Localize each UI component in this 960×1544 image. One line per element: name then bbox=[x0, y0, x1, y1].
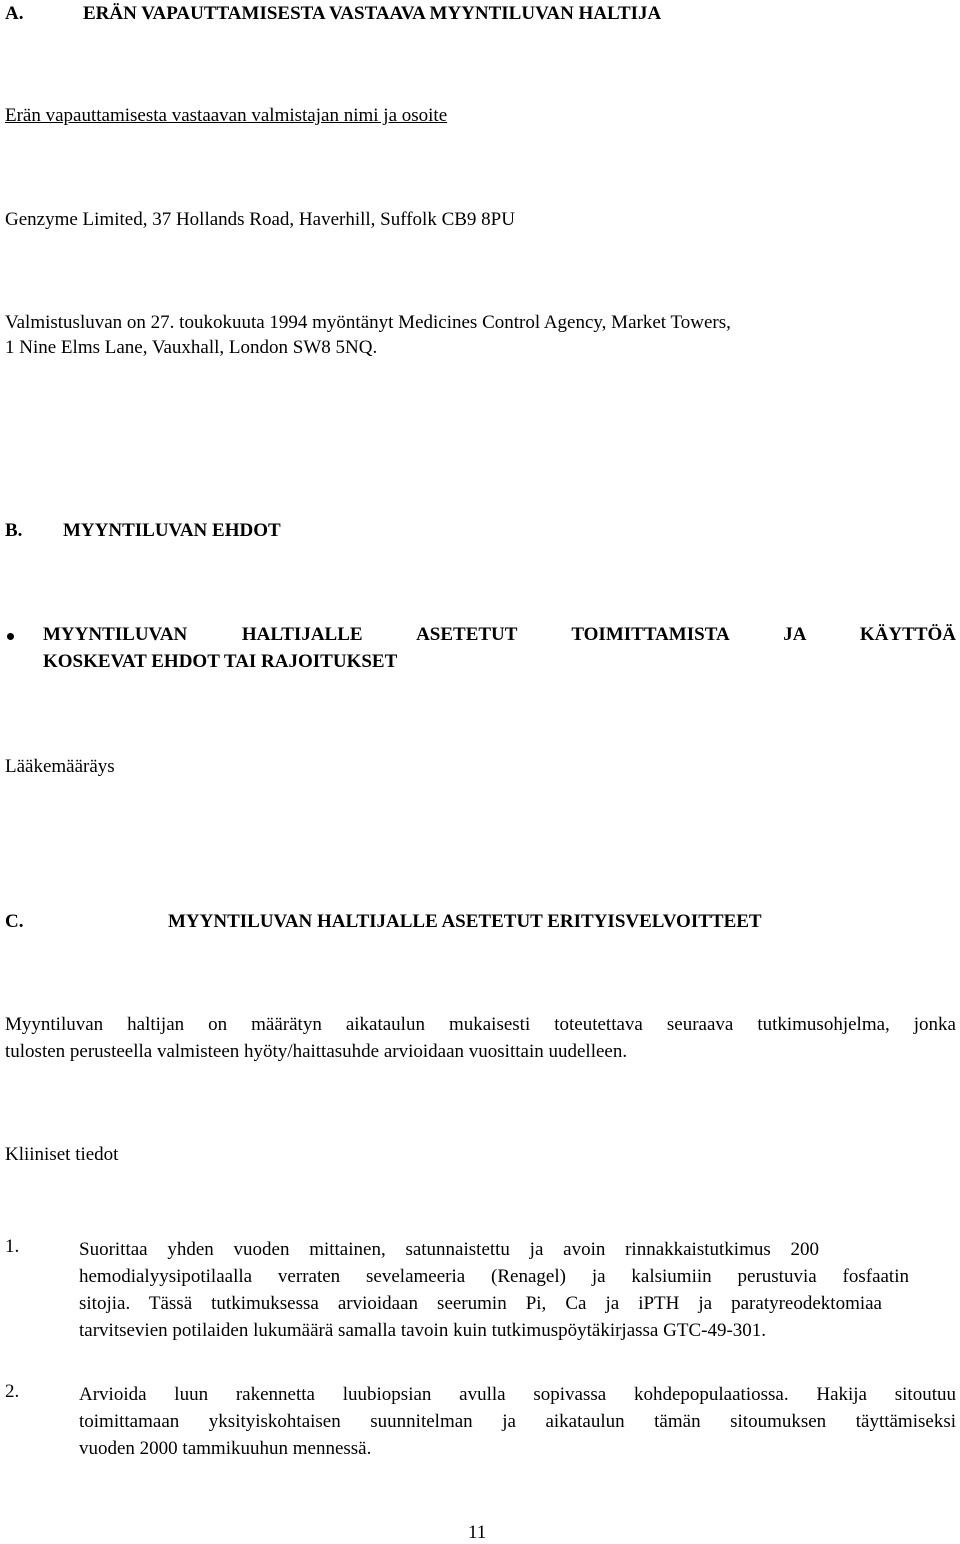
bullet-dot bbox=[7, 633, 14, 640]
clinical-heading: Kliiniset tiedot bbox=[5, 1144, 119, 1165]
section-c-letter: C. bbox=[5, 911, 24, 932]
license-line-2: 1 Nine Elms Lane, Vauxhall, London SW8 5NQ. bbox=[5, 337, 378, 358]
item-line: tarvitsevien potilaiden lukumäärä samalla tavoin kuin tutkimuspöytäkirjassa GTC-49-301. bbox=[79, 1320, 767, 1341]
prescription-status: Lääkemääräys bbox=[5, 756, 115, 777]
section-a-title: ERÄN VAPAUTTAMISESTA VASTAAVA MYYNTILUVAN HALTIJA bbox=[83, 3, 662, 24]
intro-line-2: tulosten perusteella valmisteen hyöty/haittasuhde arvioidaan vuosittain uudelleen. bbox=[5, 1041, 628, 1062]
item-line: hemodialyysipotilaalla verraten sevelameeria (Renagel) ja kalsiumiin perustuvia fosfaatin bbox=[79, 1266, 909, 1287]
list-item bbox=[79, 1236, 909, 1344]
intro-line-1: Myyntiluvan haltijan on määrätyn aikataulun mukaisesti toteutettava seuraava tutkimusohjelma, jonka bbox=[5, 1014, 956, 1035]
bullet-line-1: MYYNTILUVAN HALTIJALLE ASETETUT TOIMITTAMISTA JA KÄYTTÖÄ bbox=[43, 624, 956, 645]
manufacturer-subheading: Erän vapauttamisesta vastaavan valmistajan nimi ja osoite bbox=[5, 105, 448, 126]
page-number: 11 bbox=[468, 1522, 487, 1543]
manufacturer-address: Genzyme Limited, 37 Hollands Road, Haverhill, Suffolk CB9 8PU bbox=[5, 209, 515, 230]
list-item bbox=[79, 1381, 956, 1462]
item-line: toimittamaan yksityiskohtaisen suunnitelman ja aikataulun tämän sitoumuksen täyttämiseksi bbox=[79, 1411, 956, 1432]
item-line: sitojia. Tässä tutkimuksessa arvioidaan seerumin Pi, Ca ja iPTH ja paratyreodektomiaa bbox=[79, 1293, 882, 1314]
section-c-title: MYYNTILUVAN HALTIJALLE ASETETUT ERITYISVELVOITTEET bbox=[168, 911, 762, 932]
item-line: vuoden 2000 tammikuuhun mennessä. bbox=[79, 1438, 372, 1459]
item-line: Arvioida luun rakennetta luubiopsian avulla sopivassa kohdepopulaatiossa. Hakija sitoutuu bbox=[79, 1384, 956, 1405]
bullet-line-2: KOSKEVAT EHDOT TAI RAJOITUKSET bbox=[43, 651, 398, 672]
license-line-1: Valmistusluvan on 27. toukokuuta 1994 myöntänyt Medicines Control Agency, Market Towers, bbox=[5, 312, 731, 333]
section-a-letter: A. bbox=[5, 3, 24, 24]
item-line: Suorittaa yhden vuoden mittainen, satunnaistettu ja avoin rinnakkaistutkimus 200 bbox=[79, 1239, 819, 1260]
section-b-letter: B. bbox=[5, 520, 23, 541]
section-b-title: MYYNTILUVAN EHDOT bbox=[63, 520, 281, 541]
item-number: 2. bbox=[5, 1381, 20, 1402]
item-number: 1. bbox=[5, 1236, 20, 1257]
